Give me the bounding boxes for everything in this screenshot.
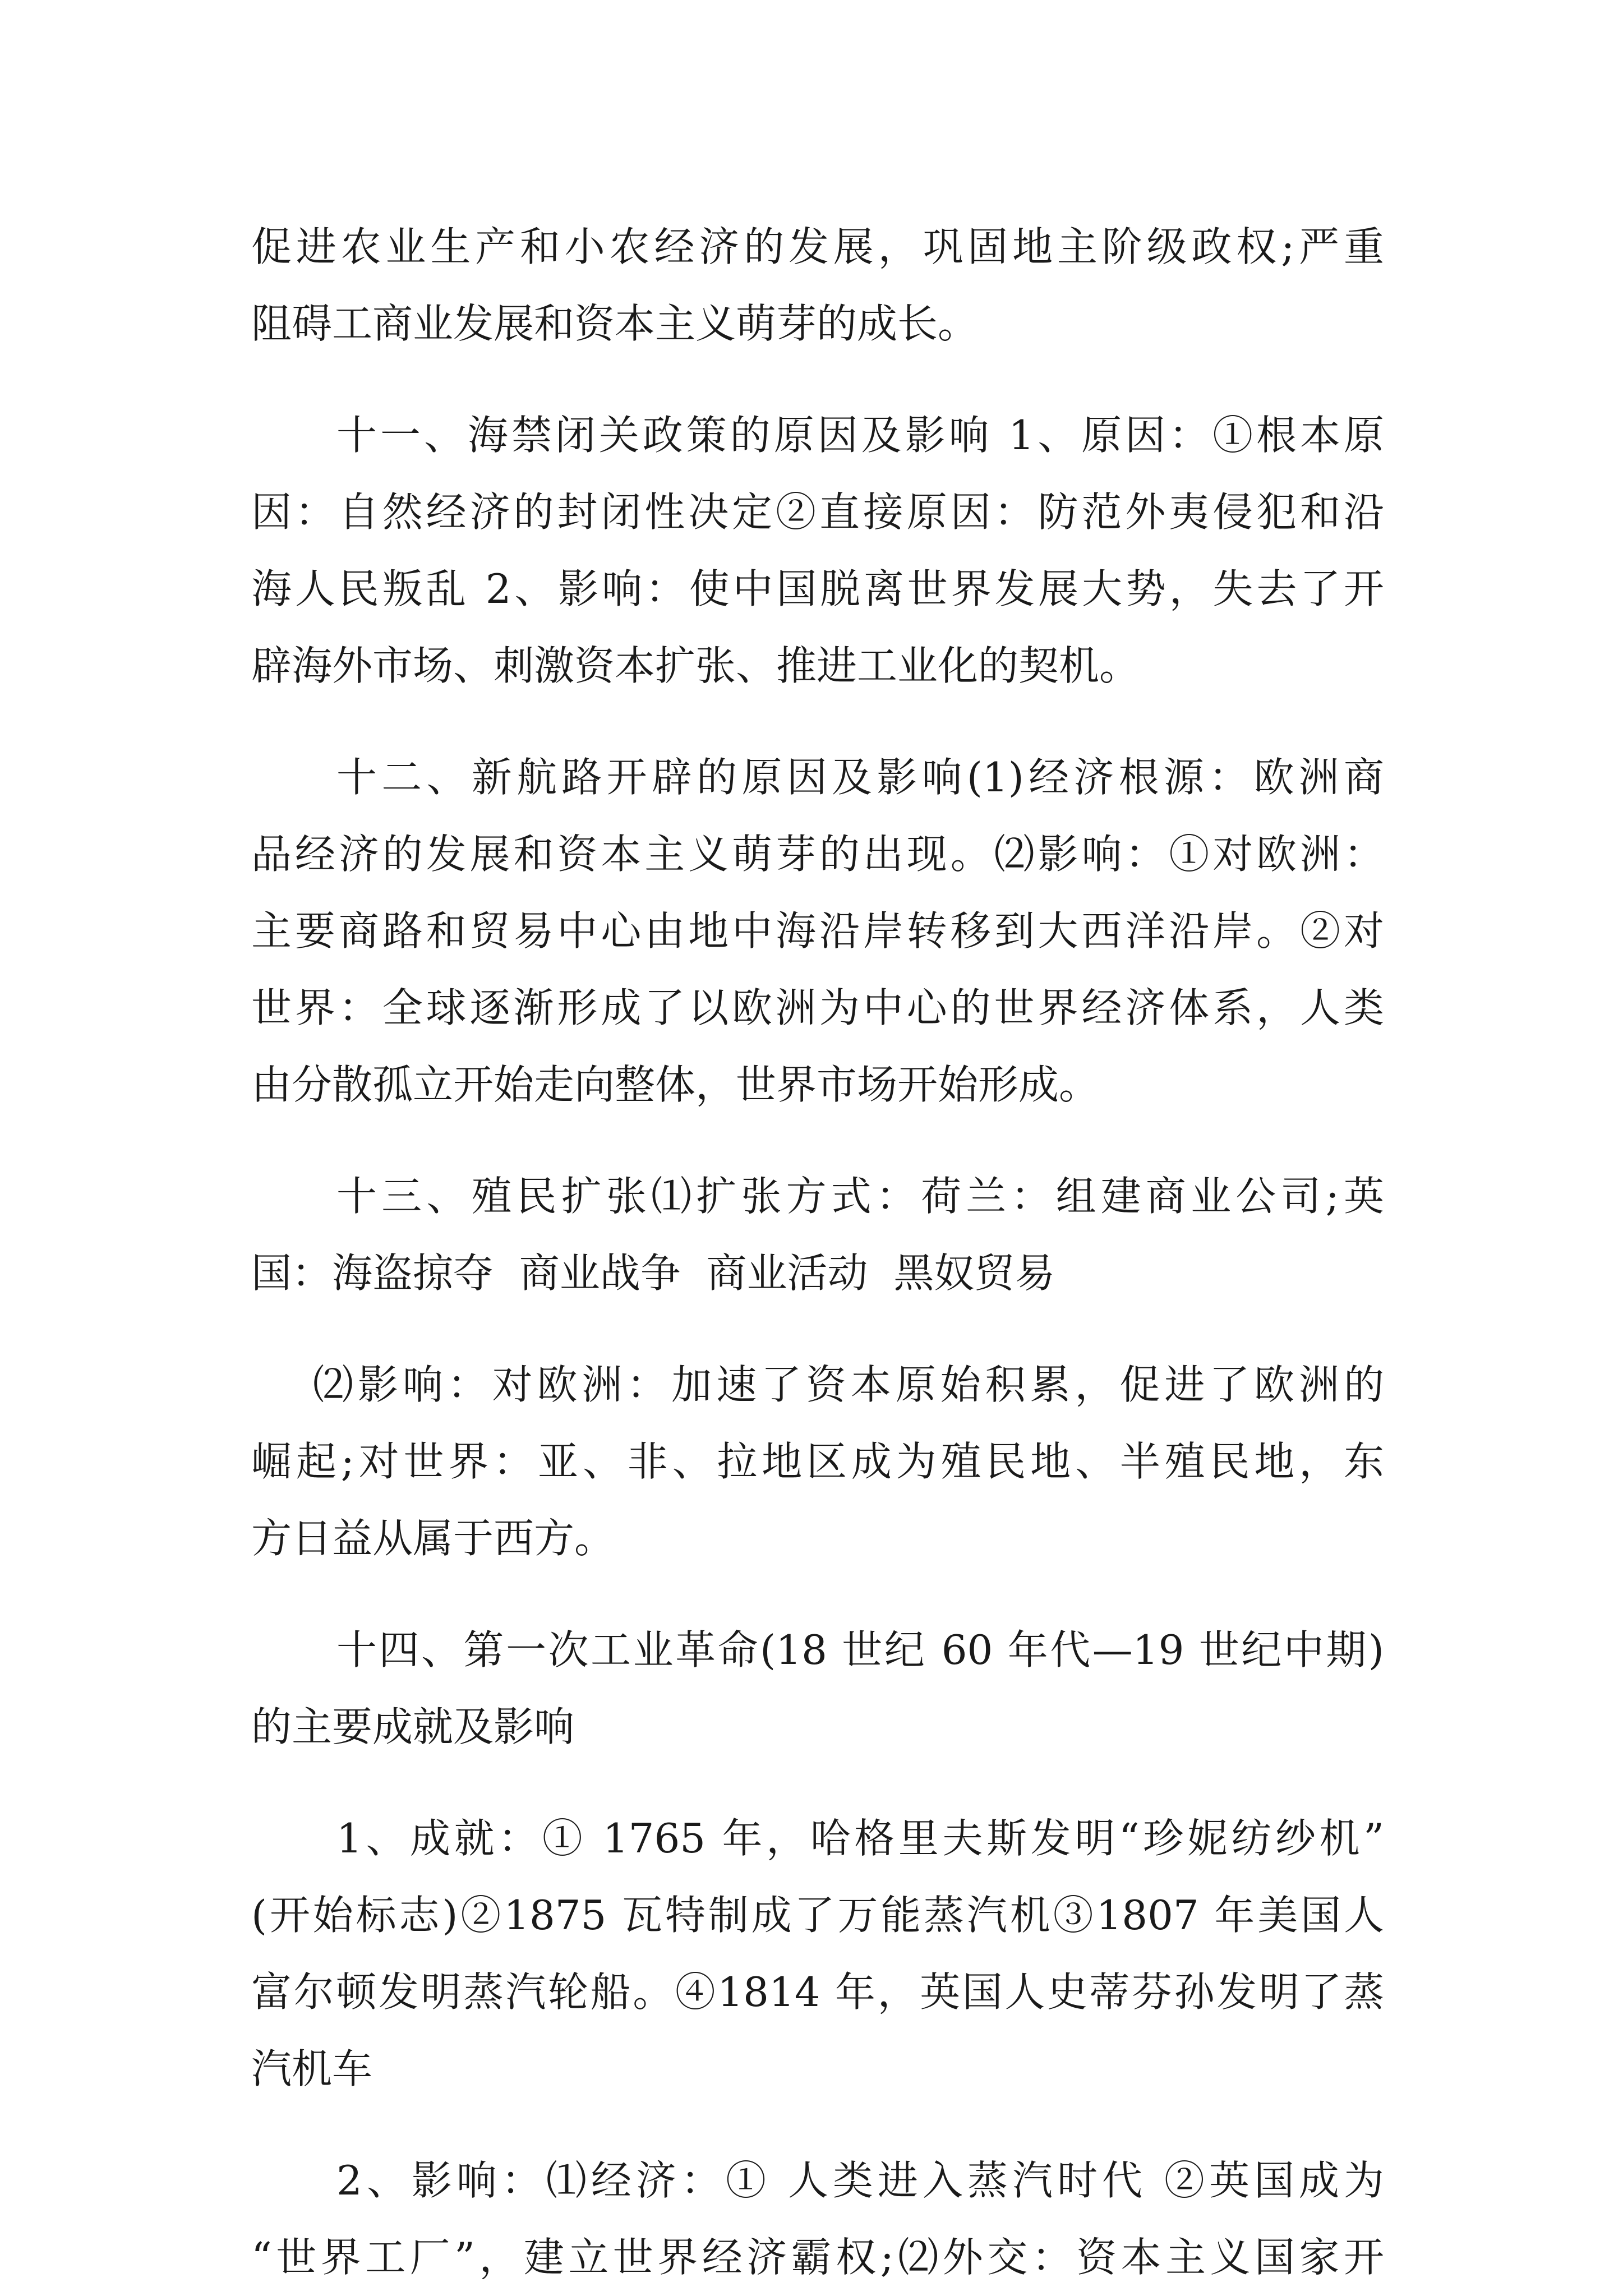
text-line: 的主要成就及影响 <box>251 1703 575 1750</box>
text-line: 十四、第一次工业革命(18 世纪 60 年代—19 世纪中期) <box>336 1626 1384 1673</box>
text-line: 崛起;对世界：亚、非、拉地区成为殖民地、半殖民地，东 <box>251 1438 1384 1485</box>
document-body <box>251 209 1384 2296</box>
text-line: 国：海盗掠夺 商业战争 商业活动 黑奴贸易 <box>251 1250 1055 1297</box>
text-line: (开始标志)②1875 瓦特制成了万能蒸汽机③1807 年美国人 <box>251 1892 1384 1939</box>
text-line: 海人民叛乱 2、影响：使中国脱离世界发展大势，失去了开 <box>251 565 1384 612</box>
text-line: 辟海外市场、刺激资本扩张、推进工业化的契机。 <box>251 642 1140 689</box>
text-line: 品经济的发展和资本主义萌芽的出现。⑵影响：①对欧洲： <box>251 831 1384 878</box>
paragraph <box>251 1800 1384 2108</box>
text-line: 阻碍工商业发展和资本主义萌芽的成长。 <box>251 300 979 347</box>
paragraph <box>251 1158 1384 1312</box>
paragraph <box>251 209 1384 362</box>
text-line: 十三、殖民扩张⑴扩张方式：荷兰：组建商业公司;英 <box>336 1173 1384 1220</box>
paragraph <box>251 2142 1384 2296</box>
text-line: 因：自然经济的封闭性决定②直接原因：防范外夷侵犯和沿 <box>251 488 1384 536</box>
text-line: “世界工厂”，建立世界经济霸权;⑵外交：资本主义国家开 <box>251 2234 1384 2281</box>
text-line: 十二、新航路开辟的原因及影响(1)经济根源：欧洲商 <box>336 754 1384 801</box>
paragraph <box>251 1347 1384 1577</box>
text-line: 方日益从属于西方。 <box>251 1515 615 1562</box>
text-line: ⑵影响：对欧洲：加速了资本原始积累，促进了欧洲的 <box>313 1361 1384 1408</box>
paragraph <box>251 397 1384 704</box>
text-line: 十一、海禁闭关政策的原因及影响 1、原因：①根本原 <box>336 412 1384 459</box>
paragraph <box>251 739 1384 1123</box>
text-line: 由分散孤立开始走向整体，世界市场开始形成。 <box>251 1061 1100 1108</box>
text-line: 富尔顿发明蒸汽轮船。④1814 年，英国人史蒂芬孙发明了蒸 <box>251 1968 1384 2016</box>
text-line: 2、影响：⑴经济：① 人类进入蒸汽时代 ②英国成为 <box>336 2157 1384 2204</box>
text-line: 1、成就：① 1765 年，哈格里夫斯发明“珍妮纺纱机” <box>336 1815 1384 1862</box>
text-line: 世界：全球逐渐形成了以欧洲为中心的世界经济体系，人类 <box>251 984 1384 1031</box>
text-line: 促进农业生产和小农经济的发展，巩固地主阶级政权;严重 <box>251 223 1384 270</box>
text-line: 主要商路和贸易中心由地中海沿岸转移到大西洋沿岸。②对 <box>251 907 1384 955</box>
paragraph <box>251 1612 1384 1765</box>
text-line: 汽机车 <box>251 2045 373 2092</box>
